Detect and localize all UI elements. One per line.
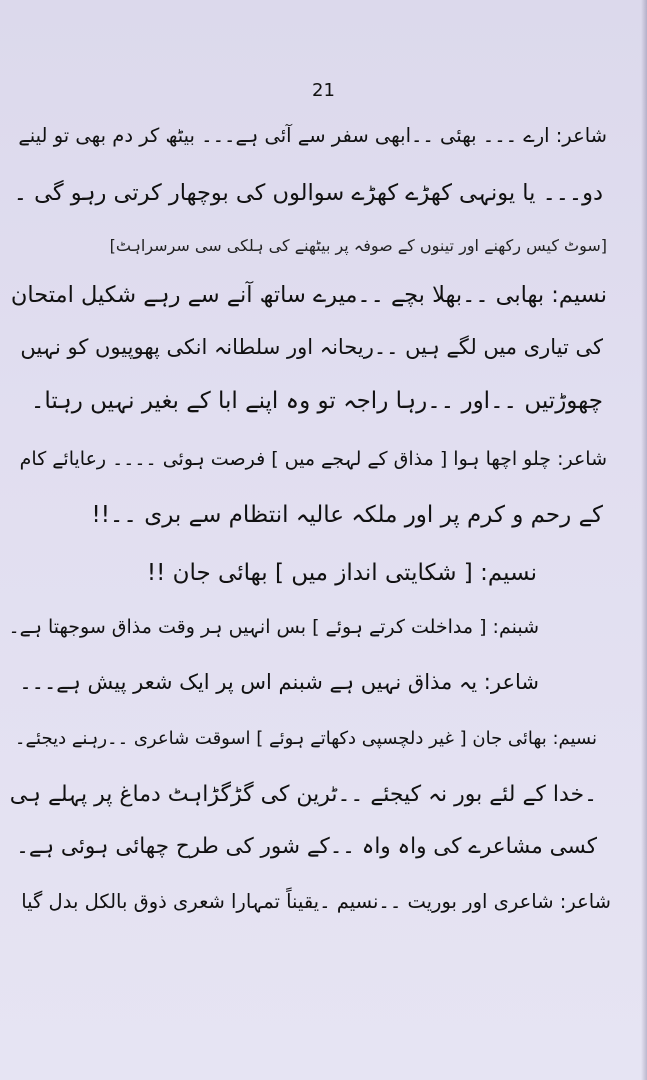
text-line-2: دو۔۔۔ یا یونہی کھڑے کھڑے سوالوں کی بوچھار کرتی رہو گی ۔ (13, 180, 603, 206)
text-line-14: کسی مشاعرے کی واہ واہ ۔۔کے شور کی طرح چھائی ہوئی ہے۔ (16, 834, 597, 859)
text-line-13: ۔خدا کے لئے بور نہ کیجئے ۔۔ٹرین کی گڑگڑاہٹ دماغ پر پہلے ہی (9, 782, 597, 807)
text-line-7: شاعر: چلو اچھا ہوا [ مذاق کے لہجے میں ] فرصت ہوئی ۔۔۔۔ رعایائے کام (19, 448, 607, 470)
text-line-10: شبنم: [ مداخلت کرتے ہوئے ] بس انہیں ہر وقت مذاق سوجھتا ہے۔ (8, 616, 539, 638)
text-line-8: کے رحم و کرم پر اور ملکہ عالیہ انتظام سے بری ۔۔!! (91, 502, 603, 528)
text-line-4: نسیم: بھابی ۔۔بھلا بچے ۔۔میرے ساتھ آنے سے رہے شکیل امتحان (10, 282, 607, 308)
text-line-5: کی تیاری میں لگے ہیں ۔۔ریحانہ اور سلطانہ انکی پھوپیوں کو نہیں (20, 335, 603, 359)
stage-direction-line: [سوٹ کیس رکھنے اور تینوں کے صوفہ پر بیٹھنے کی ہلکی سی سرسراہٹ] (109, 236, 607, 255)
text-line-12: نسیم: بھائی جان [ غیر دلچسپی دکھاتے ہوئے ] اسوقت شاعری ۔۔رہنے دیجئے۔ (14, 728, 597, 749)
text-line-11: شاعر: یہ مذاق نہیں ہے شبنم اس پر ایک شعر پیش ہے۔۔۔ (19, 670, 539, 694)
text-line-15: شاعر: شاعری اور بوریت ۔۔نسیم ۔یقیناً تمہارا شعری ذوق بالکل بدل گیا (21, 890, 611, 913)
page-number: 21 (312, 80, 335, 101)
text-line-6: چھوڑتیں ۔۔اور ۔۔رہا راجہ تو وہ اپنے ابا کے بغیر نہیں رہتا۔ (30, 388, 603, 414)
text-line-1: شاعر: ارے ۔۔۔ بھئی ۔۔ابھی سفر سے آئی ہے۔۔۔ بیٹھ کر دم بھی تو لینے (18, 124, 607, 147)
text-line-9: نسیم: [ شکایتی انداز میں ] بھائی جان !! (146, 560, 537, 586)
